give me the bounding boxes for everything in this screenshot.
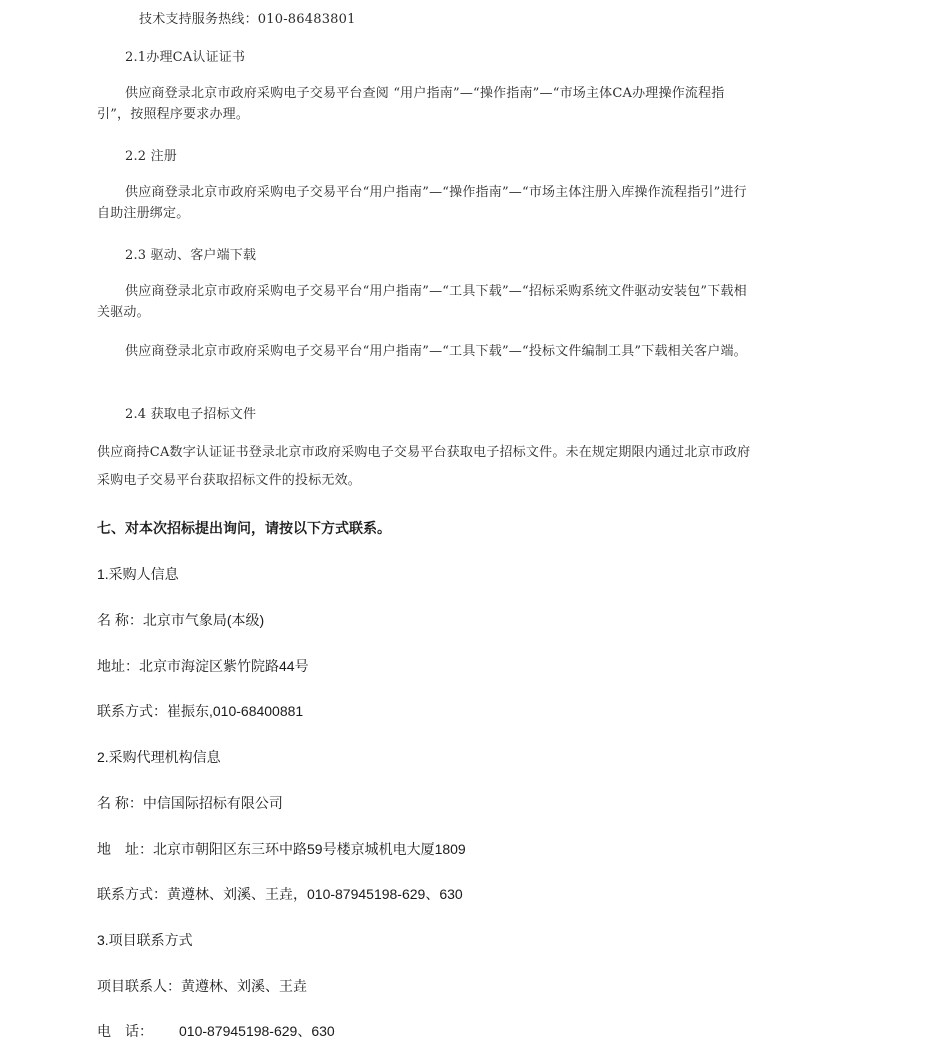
agency-address: 地 址：北京市朝阳区东三环中路59号楼京城机电大厦1809 <box>97 841 466 857</box>
section-2-1-text: 供应商登录北京市政府采购电子交易平台查阅 “用户指南”—“操作指南”—“市场主体CA办理操作流程指引”，按照程序要求办理。 <box>97 86 725 122</box>
project-title: 3.项目联系方式 <box>97 932 193 948</box>
section-2-3-heading: 2.3 驱动、客户端下载 <box>125 248 257 263</box>
purchaser-contact: 联系方式：崔振东,010-68400881 <box>97 703 304 719</box>
section-2-2-heading: 2.2 注册 <box>125 149 178 164</box>
section-2-1-heading: 2.1办理CA认证证书 <box>125 50 246 65</box>
purchaser-address: 地址：北京市海淀区紫竹院路44号 <box>97 658 309 674</box>
project-phone-value: 010-87945198-629、630 <box>179 1023 335 1039</box>
agency-contact: 联系方式：黄遵林、刘溪、王垚，010-87945198-629、630 <box>97 886 463 902</box>
section-2-3-text-2: 供应商登录北京市政府采购电子交易平台“用户指南”—“工具下载”—“投标文件编制工具”下载相关客户端。 <box>125 344 747 359</box>
agency-name: 名 称：中信国际招标有限公司 <box>97 795 283 811</box>
purchaser-title: 1.采购人信息 <box>97 566 179 582</box>
section-2-2-text: 供应商登录北京市政府采购电子交易平台“用户指南”—“操作指南”—“市场主体注册入库操作流程指引”进行自助注册绑定。 <box>97 185 747 221</box>
section-2-3-text-1: 供应商登录北京市政府采购电子交易平台“用户指南”—“工具下载”—“招标采购系统文件驱动安装包”下载相关驱动。 <box>97 284 747 320</box>
agency-title: 2.采购代理机构信息 <box>97 749 221 765</box>
section-2-4-heading: 2.4 获取电子招标文件 <box>125 407 257 422</box>
support-hotline: 技术支持服务热线：010-86483801 <box>139 12 356 27</box>
purchaser-name: 名 称：北京市气象局(本级) <box>97 612 265 628</box>
project-phone-label: 电 话： <box>97 1023 153 1039</box>
project-contact-person: 项目联系人：黄遵林、刘溪、王垚 <box>97 978 307 994</box>
section-2-4-text: 供应商持CA数字认证证书登录北京市政府采购电子交易平台获取电子招标文件。未在规定期限内通过北京市政府采购电子交易平台获取招标文件的投标无效。 <box>97 445 751 488</box>
section-7-heading: 七、对本次招标提出询问，请按以下方式联系。 <box>97 520 391 536</box>
